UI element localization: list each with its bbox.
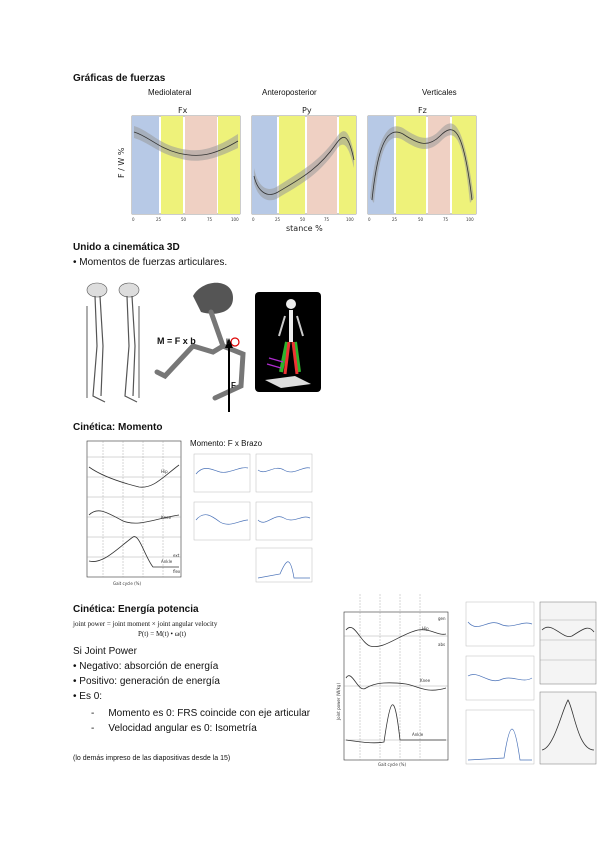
3d-model-render — [255, 292, 321, 392]
note-diapositivas: (lo demás impreso de las diapositivas desde la 15) — [73, 755, 231, 762]
label-knee: Knee — [161, 515, 172, 520]
panel-title-verticales: Verticales — [422, 88, 457, 97]
power-formula-line2: P(t) = M(t) • ω(t) — [138, 630, 186, 638]
bullet-momentos: • Momentos de fuerzas articulares. — [73, 257, 228, 268]
power-label-knee: Knee — [420, 678, 431, 683]
sub-bullet-velocidad: - Velocidad angular es 0: Isometría — [91, 723, 257, 734]
section-title-momento: Cinética: Momento — [73, 422, 163, 433]
power-label-gen: gen — [438, 616, 446, 621]
svg-text:75: 75 — [324, 217, 330, 222]
power-formula-line1: joint power = joint moment × joint angular velocity — [73, 620, 218, 628]
si-joint-power: Si Joint Power — [73, 646, 137, 657]
svg-text:0: 0 — [368, 217, 371, 222]
leg-moment-diagram — [157, 283, 243, 412]
bullet-es-cero: • Es 0: — [73, 691, 103, 702]
moment-mini-charts — [190, 450, 320, 586]
label-ankle: Ankle — [161, 559, 173, 564]
svg-text:50: 50 — [418, 217, 424, 222]
power-xlabel: Gait cycle (%) — [378, 762, 407, 767]
panel-title-anteroposterior: Anteroposterior — [262, 88, 317, 97]
axis-label-py: Py — [302, 106, 312, 115]
section-title-fuerzas: Gráficas de fuerzas — [73, 73, 166, 84]
power-reference-charts — [538, 600, 598, 768]
svg-text:100: 100 — [231, 217, 239, 222]
power-mini-charts — [464, 600, 536, 768]
svg-text:0: 0 — [132, 217, 135, 222]
panel-title-mediolateral: Mediolateral — [148, 88, 192, 97]
svg-text:50: 50 — [181, 217, 187, 222]
power-ylabel: Joint power (W/kg) — [336, 682, 341, 720]
joint-power-chart — [330, 590, 460, 768]
force-ylabel: F / W % — [117, 147, 126, 178]
momento-caption: Momento: F x Brazo — [190, 439, 263, 448]
force-label: F — [231, 381, 236, 390]
power-label-ankle: Ankle — [412, 732, 424, 737]
svg-text:75: 75 — [207, 217, 213, 222]
power-label-abs: abs — [438, 642, 446, 647]
svg-text:75: 75 — [443, 217, 449, 222]
bullet-negativo: • Negativo: absorción de energía — [73, 661, 219, 672]
lever-arm-label: b — [226, 339, 231, 346]
label-hip: Hip — [161, 469, 168, 474]
svg-text:25: 25 — [392, 217, 398, 222]
section-title-energia: Cinética: Energía potencia — [73, 604, 199, 615]
svg-text:25: 25 — [275, 217, 281, 222]
force-graphs-figure — [118, 98, 478, 233]
momento-xlabel: Gait cycle (%) — [113, 581, 142, 586]
force-panel-mediolateral — [132, 116, 240, 222]
label-flex: flex — [173, 569, 181, 574]
label-ext: ext — [173, 553, 180, 558]
skeleton-diagrams — [87, 283, 139, 402]
moment-formula: M = F x b — [157, 336, 196, 346]
joint-moment-chart — [73, 437, 185, 587]
force-xlabel: stance % — [286, 224, 323, 233]
svg-text:0: 0 — [252, 217, 255, 222]
svg-text:25: 25 — [156, 217, 162, 222]
force-panel-anteroposterior — [252, 116, 356, 222]
power-label-hip: Hip — [422, 626, 429, 631]
axis-label-fx: Fx — [178, 106, 188, 115]
svg-text:100: 100 — [346, 217, 354, 222]
bullet-positivo: • Positivo: generación de energía — [73, 676, 220, 687]
section-title-cinematica: Unido a cinemática 3D — [73, 242, 180, 253]
force-panel-verticales — [368, 116, 476, 222]
svg-text:100: 100 — [466, 217, 474, 222]
axis-label-fz: Fz — [418, 106, 427, 115]
sub-bullet-momento: - Momento es 0: FRS coincide con eje articular — [91, 708, 311, 719]
svg-text:50: 50 — [300, 217, 306, 222]
